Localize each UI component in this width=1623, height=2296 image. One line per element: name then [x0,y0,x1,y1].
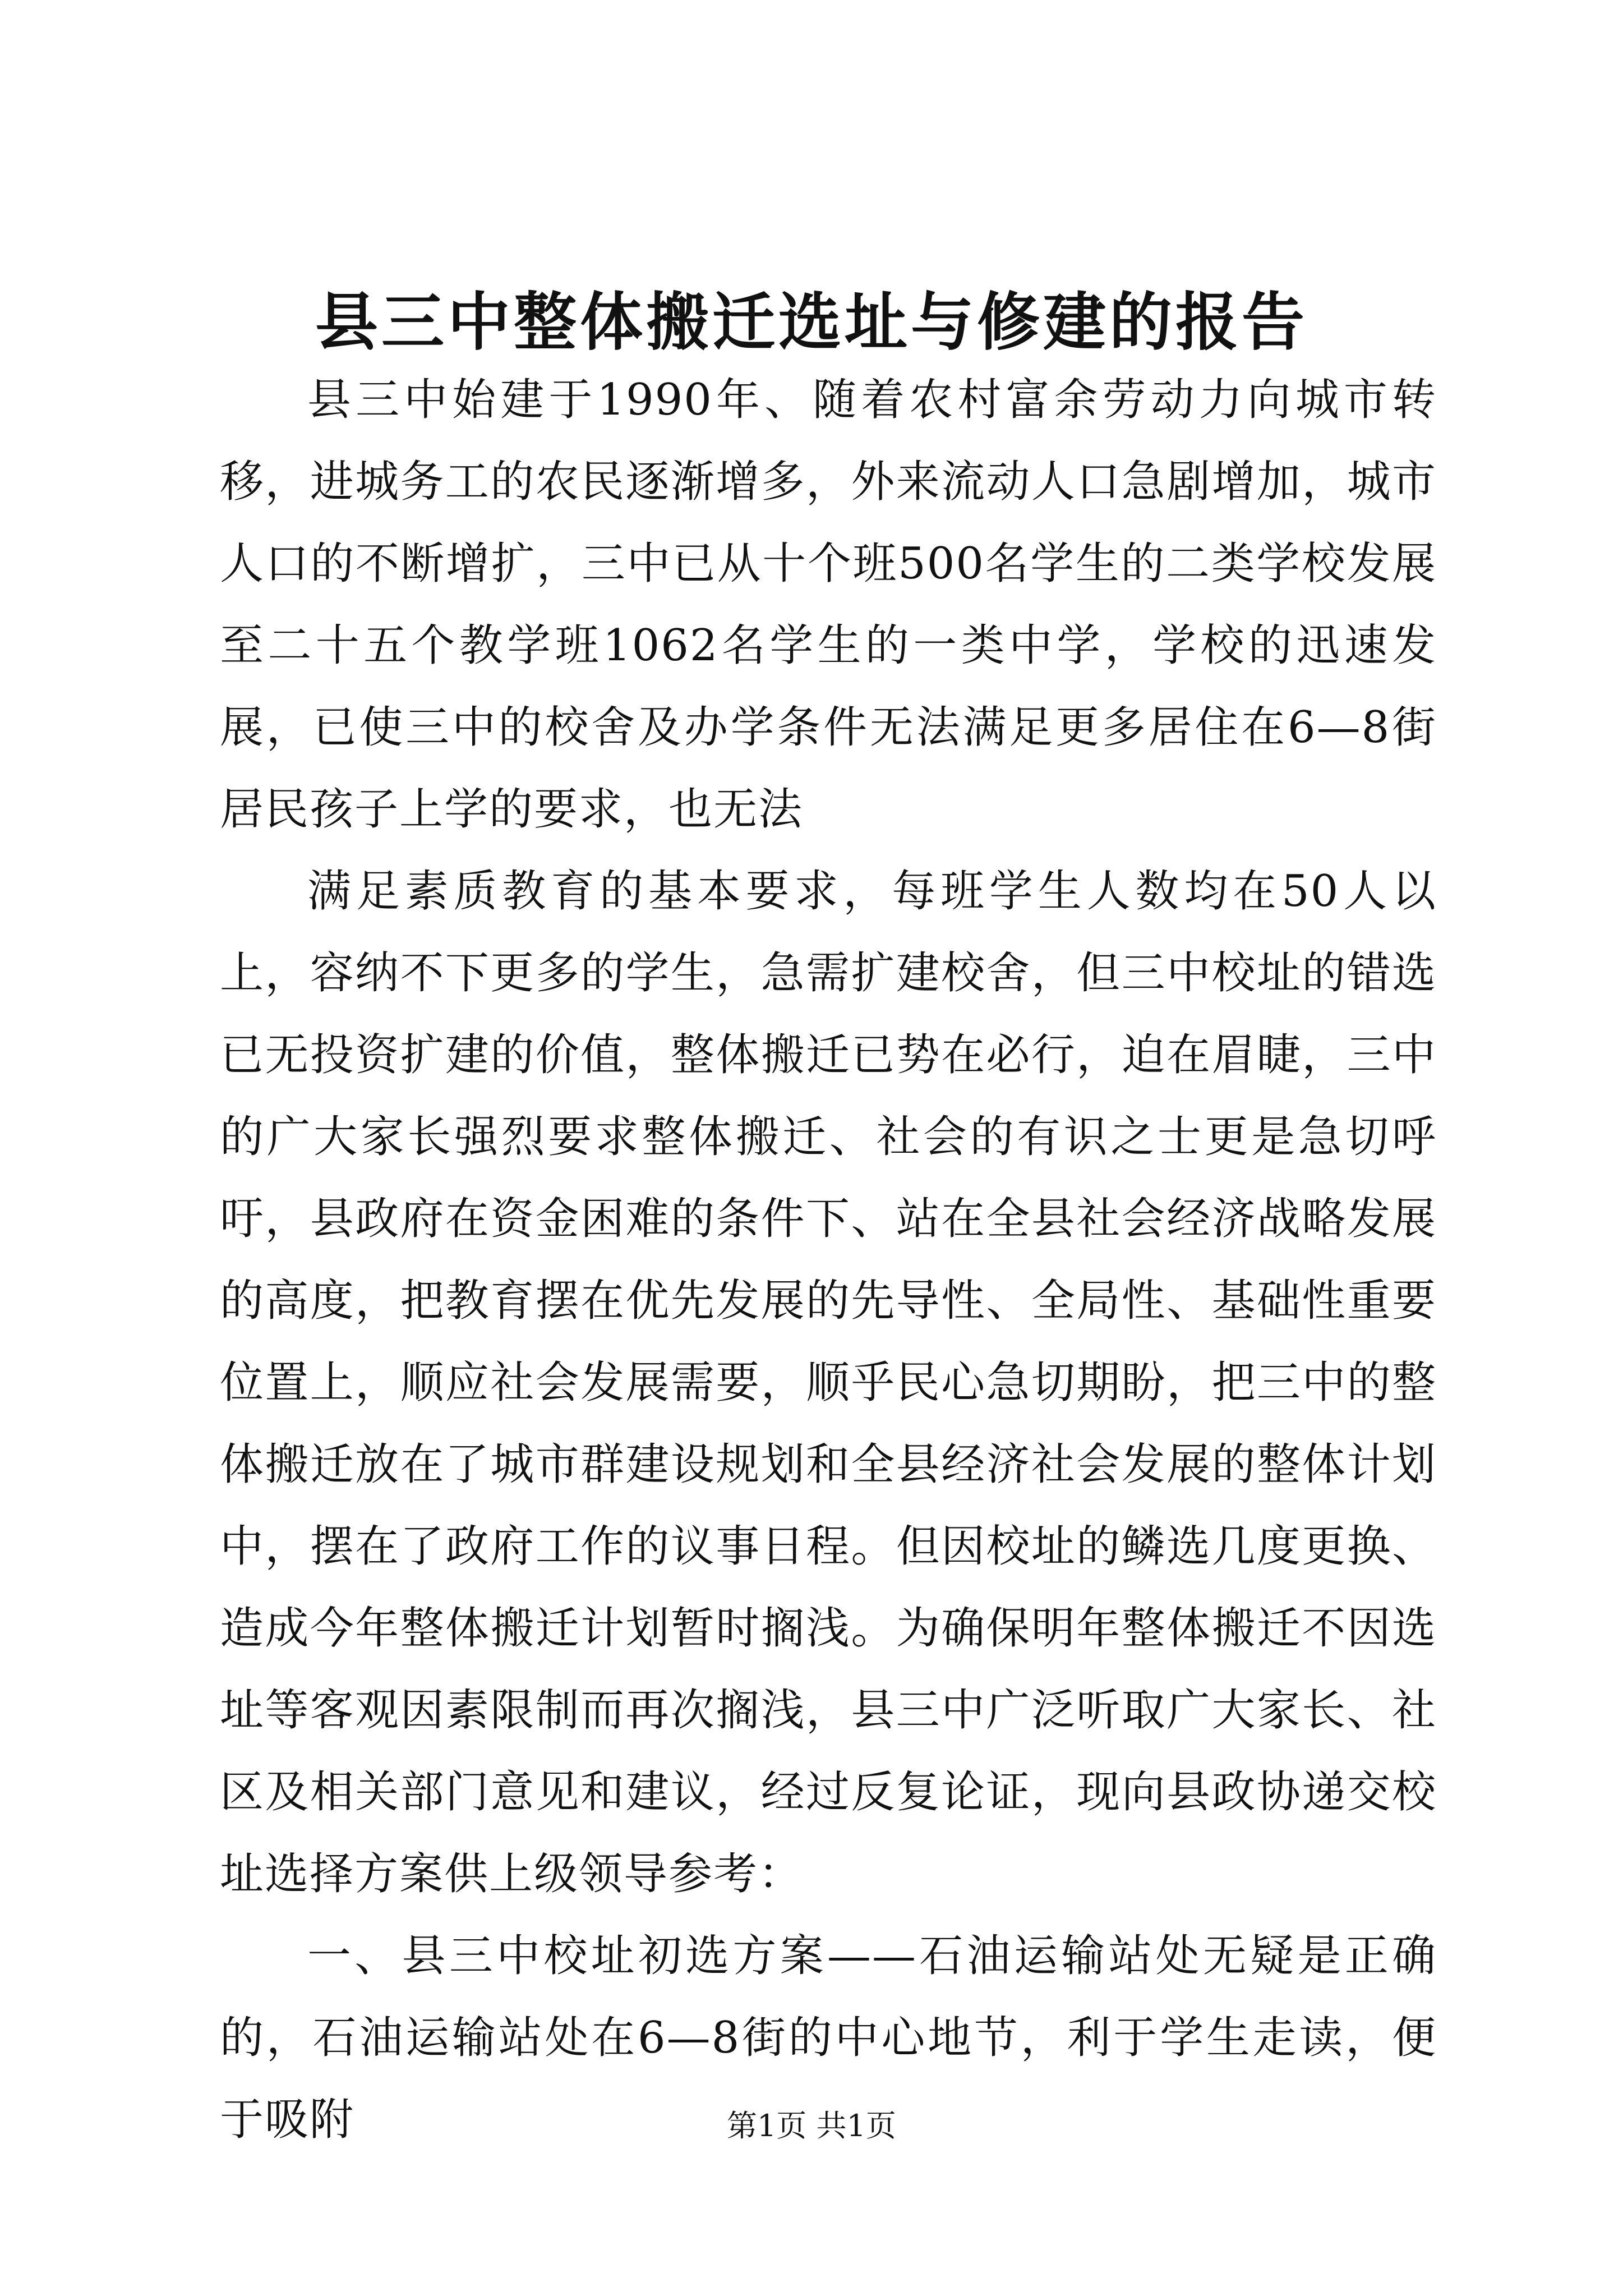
page-indicator: 第1页 共1页 [727,2108,896,2143]
paragraph: 一、县三中校址初选方案——石油运输站处无疑是正确的，石油运输站处在6—8街的中心地节，利于学生走读，便于吸附 [220,1931,1437,2145]
document-title: 县三中整体搬迁选址与修建的报告 [315,286,1308,359]
document-body [220,359,1437,2161]
paragraph: 满足素质教育的基本要求，每班学生人数均在50人以上，容纳不下更多的学生，急需扩建校舍，但三中校址的错选已无投资扩建的价值，整体搬迁已势在必行，迫在眉睫，三中的广大家长强烈要求整体搬迁、社会的有识之士更是急切呼吁，县政府在资金困难的条件下、站在全县社会经济战略发展的高度，把教育摆在优先发展的先导性、全局性、基础性重要位置上，顺应社会发展需要，顺乎民心急切期盼，把三中的整体搬迁放在了城市群建设规划和全县经济社会发展的整体计划中，摆在了政府工作的议事日程。但因校址的鳞选几度更换、造成今年整体搬迁计划暂时搁浅。为确保明年整体搬迁不因选址等客观因素限制而再次搁浅，县三中广泛听取广大家长、社区及相关部门意见和建议，经过反复论证，现向县政协递交校址选择方案供上级领导参考： [220,866,1437,1899]
paragraph: 县三中始建于1990年、随着农村富余劳动力向城市转移，进城务工的农民逐渐增多，外来流动人口急剧增加，城市人口的不断增扩，三中已从十个班500名学生的二类学校发展至二十五个教学班1062名学生的一类中学，学校的迅速发展，已使三中的校舍及办学条件无法满足更多居住在6—8街居民孩子上学的要求，也无法 [220,375,1437,835]
